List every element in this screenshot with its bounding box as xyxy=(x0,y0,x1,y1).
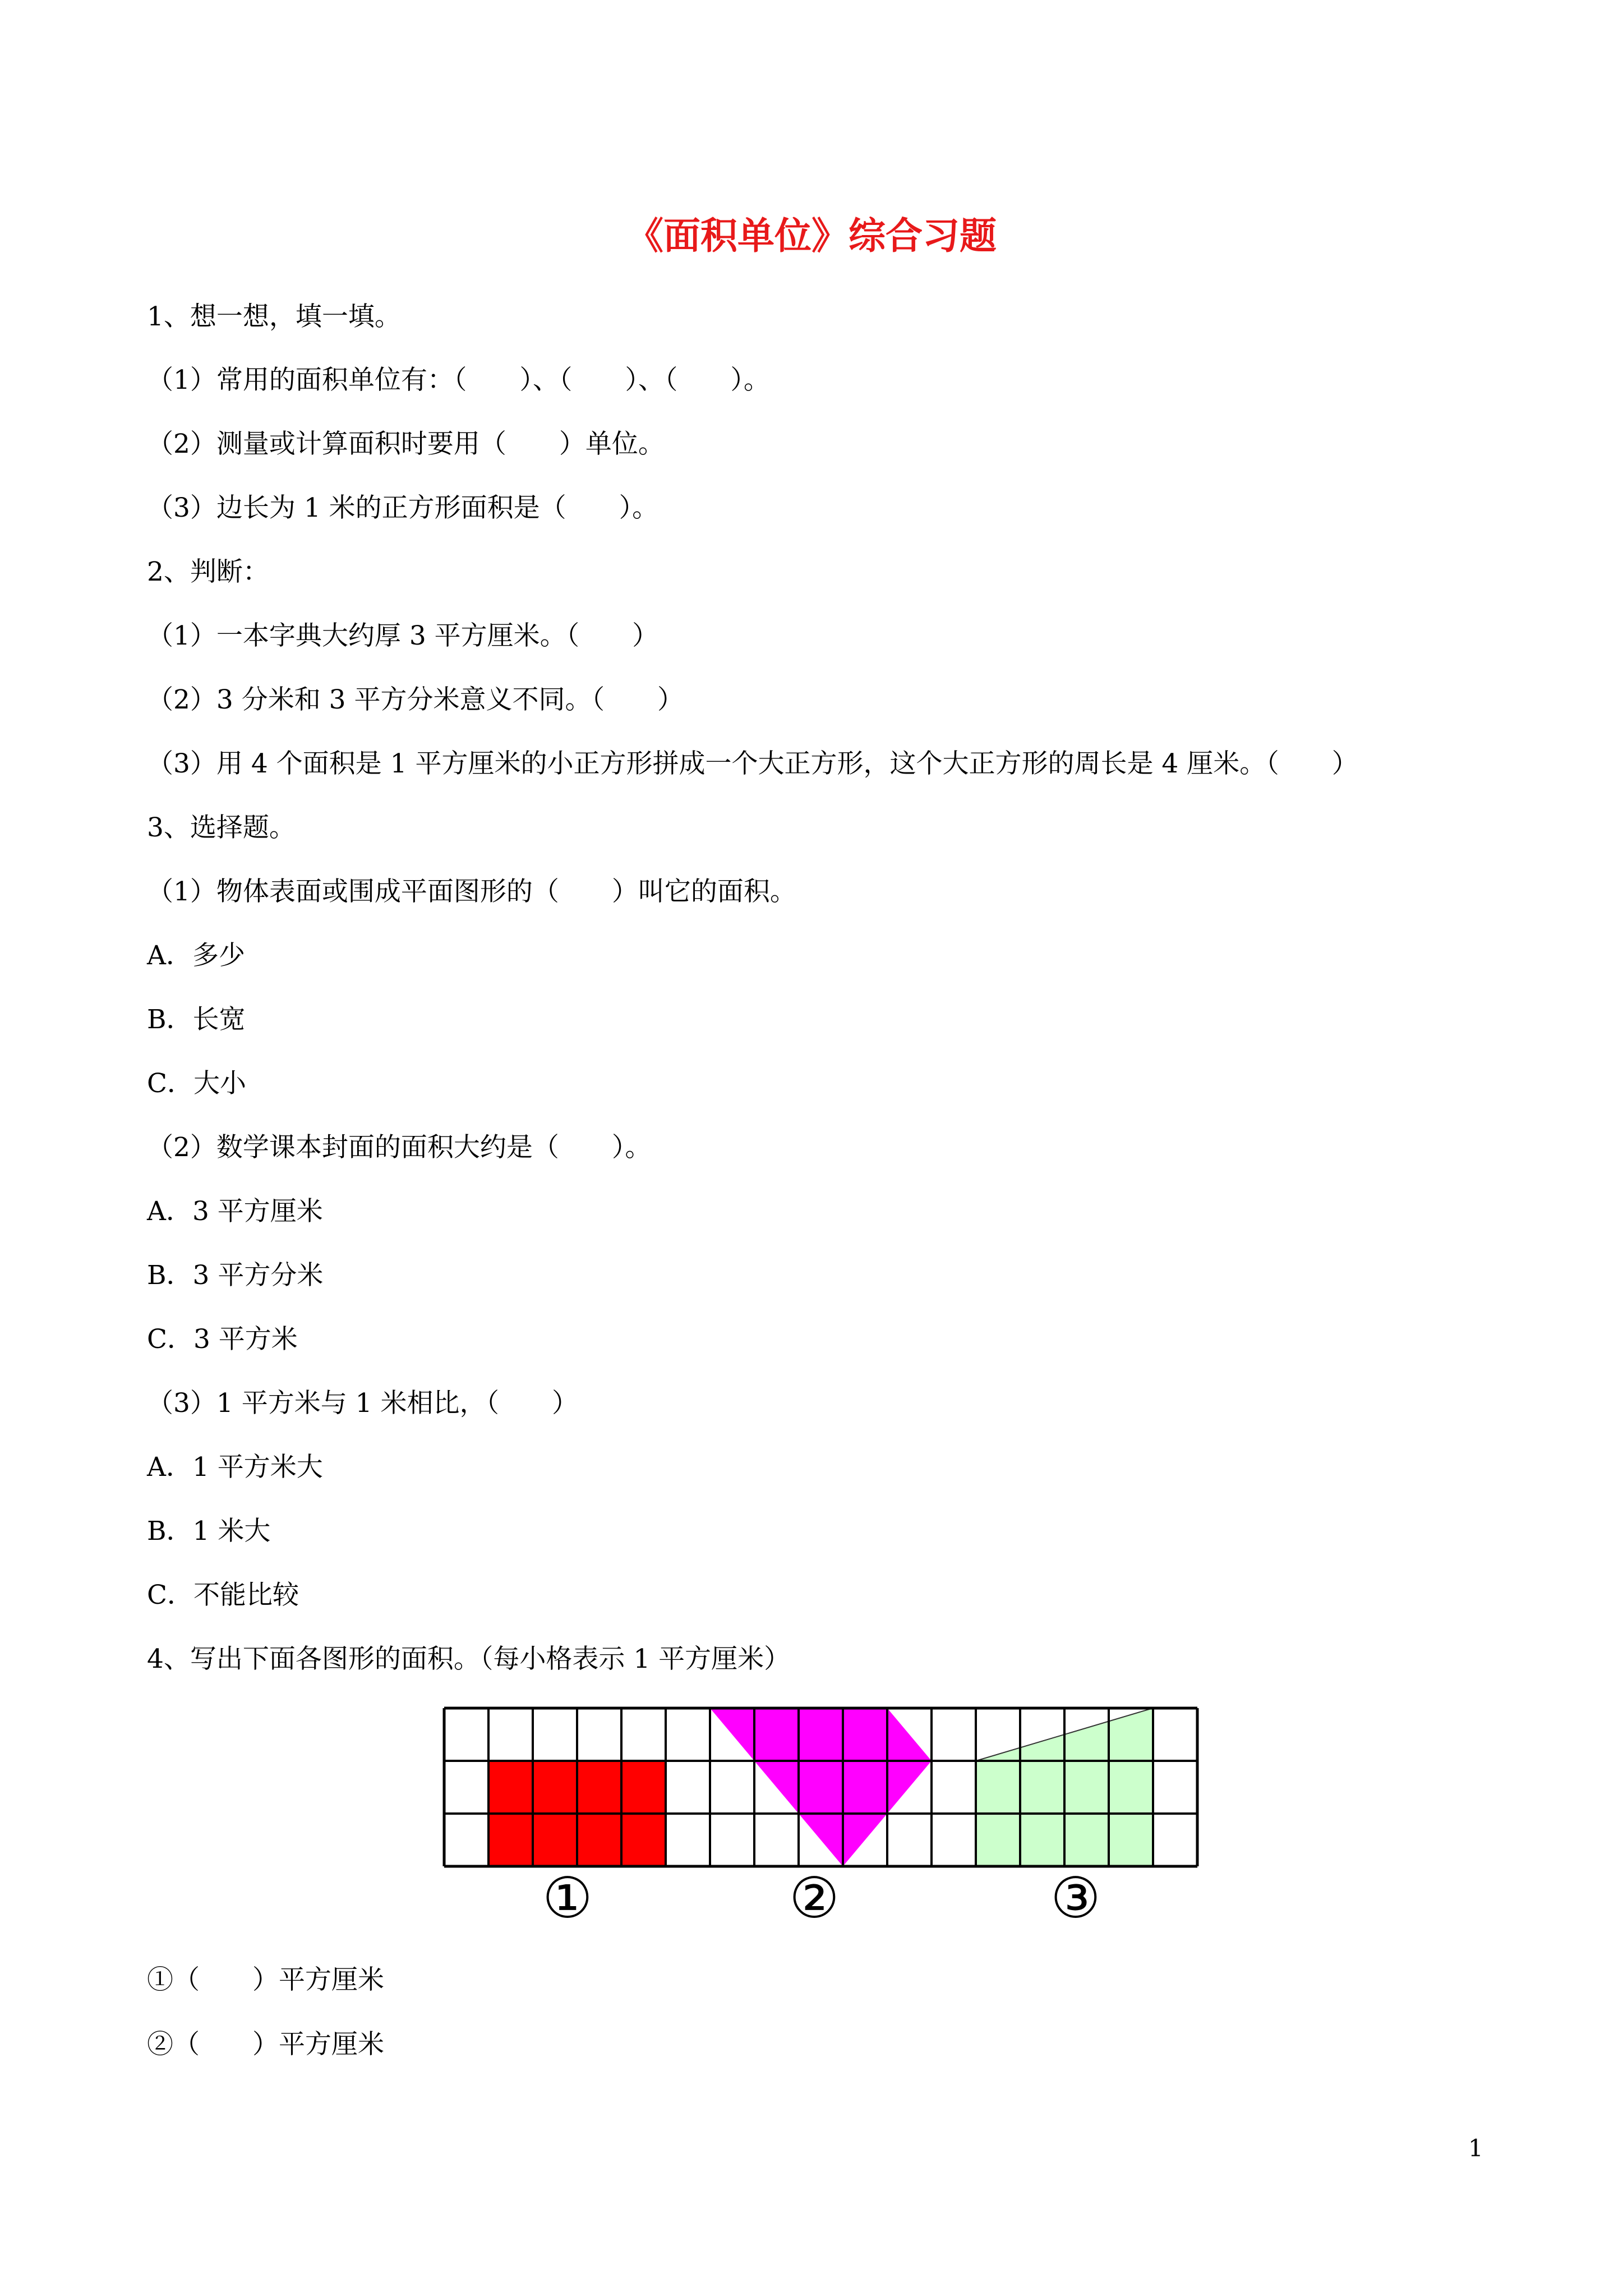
answer-2: ②（ ）平方厘米 xyxy=(147,2029,384,2060)
question-2-1: （1）一本字典大约厚 3 平方厘米。（ ） xyxy=(147,620,659,651)
question-2-heading: 2、判断： xyxy=(147,556,269,587)
option-3-1-a: A．多少 xyxy=(147,940,245,971)
option-3-2-c: C．3 平方米 xyxy=(147,1324,298,1355)
figure-labels xyxy=(542,1865,1101,1931)
question-1-1: （1）常用的面积单位有：（ ）、（ ）、（ ）。 xyxy=(147,365,770,395)
option-3-3-c: C．不能比较 xyxy=(147,1580,299,1611)
question-3-2: （2）数学课本封面的面积大约是（ ）。 xyxy=(147,1132,652,1163)
question-1-2: （2）测量或计算面积时要用（ ）单位。 xyxy=(147,429,665,459)
figure-label-3: ③ xyxy=(1050,1865,1101,1931)
question-3-heading: 3、选择题。 xyxy=(147,812,296,843)
option-3-1-b: B．长宽 xyxy=(147,1004,246,1035)
figure-label-1: ① xyxy=(542,1865,593,1931)
option-3-2-b: B．3 平方分米 xyxy=(147,1260,324,1291)
page-title: 《面积单位》综合习题 xyxy=(626,214,997,257)
figure-shapes xyxy=(488,1708,1153,1866)
question-2-2: （2）3 分米和 3 平方分米意义不同。（ ） xyxy=(147,684,684,715)
option-3-3-a: A．1 平方米大 xyxy=(147,1452,323,1483)
option-3-2-a: A．3 平方厘米 xyxy=(147,1196,323,1227)
question-4-heading: 4、写出下面各图形的面积。（每小格表示 1 平方厘米） xyxy=(147,1644,791,1674)
question-1-3: （3）边长为 1 米的正方形面积是（ ）。 xyxy=(147,493,659,523)
page-number: 1 xyxy=(1468,2134,1483,2162)
question-3-1: （1）物体表面或围成平面图形的（ ）叫它的面积。 xyxy=(147,876,796,907)
figure-label-2: ② xyxy=(789,1865,840,1931)
question-1-heading: 1、想一想，填一填。 xyxy=(147,301,401,332)
option-3-3-b: B．1 米大 xyxy=(147,1516,271,1547)
question-2-3: （3）用 4 个面积是 1 平方厘米的小正方形拼成一个大正方形，这个大正方形的周长是 4 厘米。（ ） xyxy=(147,748,1358,779)
answer-1: ①（ ）平方厘米 xyxy=(147,1964,384,1995)
shape-2-polygon xyxy=(710,1708,932,1866)
option-3-1-c: C．大小 xyxy=(147,1068,246,1099)
question-3-3: （3）1 平方米与 1 米相比，（ ） xyxy=(147,1388,579,1419)
